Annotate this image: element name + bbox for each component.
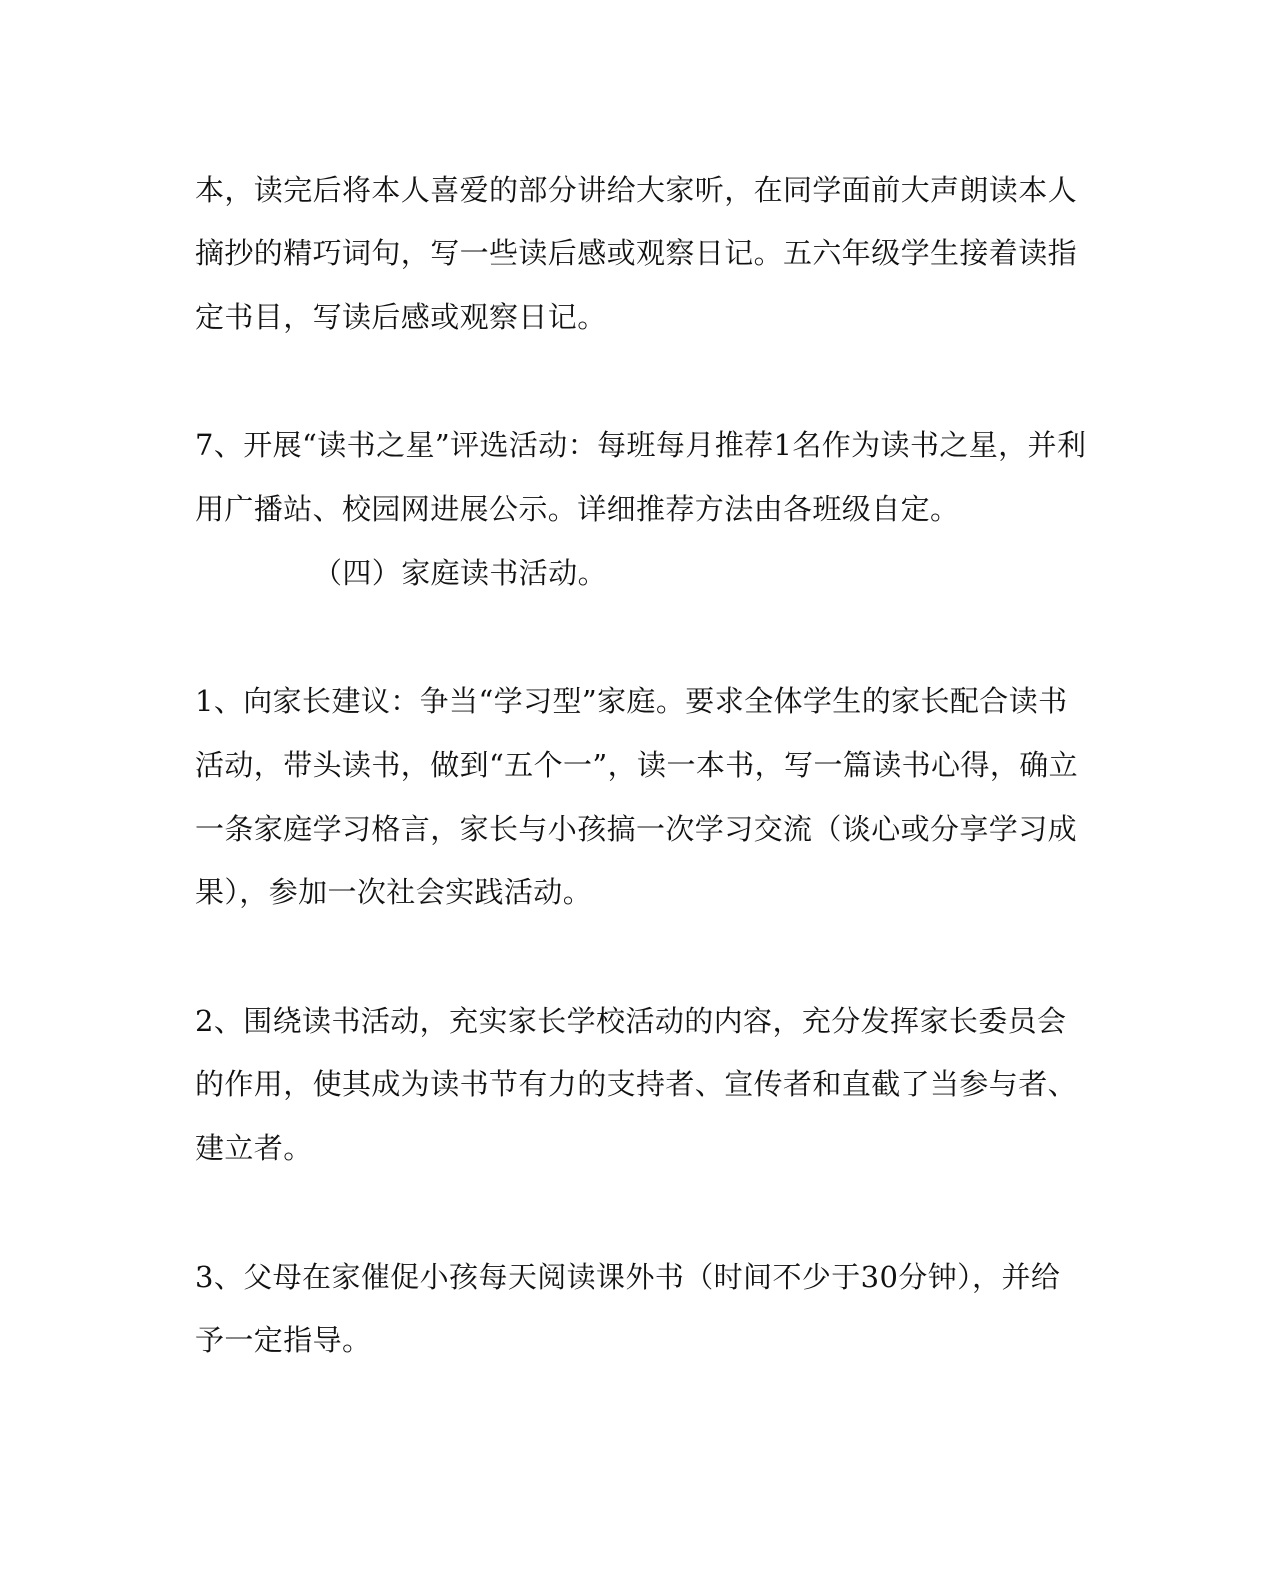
paragraph-line: 2、围绕读书活动，充实家长学校活动的内容，充分发挥家长委员会 [195, 1004, 1067, 1038]
paragraph-line: 一条家庭学习格言，家长与小孩搞一次学习交流（谈心或分享学习成 [195, 812, 1078, 846]
paragraph-line: 活动，带头读书，做到“五个一”，读一本书，写一篇读书心得，确立 [195, 748, 1079, 782]
paragraph-line: 摘抄的精巧词句，写一些读后感或观察日记。五六年级学生接着读指 [195, 236, 1078, 270]
paragraph-line: 建立者。 [195, 1131, 313, 1165]
section-heading: （四）家庭读书活动。 [313, 556, 608, 590]
paragraph-line: 本，读完后将本人喜爱的部分讲给大家听，在同学面前大声朗读本人 [195, 173, 1078, 207]
paragraph-line: 1、向家长建议：争当“学习型”家庭。要求全体学生的家长配合读书 [195, 684, 1068, 718]
paragraph-line: 7、开展“读书之星”评选活动：每班每月推荐1名作为读书之星，并利 [195, 428, 1087, 462]
paragraph-line: 3、父母在家催促小孩每天阅读课外书（时间不少于30分钟），并给 [195, 1260, 1061, 1294]
paragraph-line: 用广播站、校园网进展公示。详细推荐方法由各班级自定。 [195, 492, 960, 526]
paragraph-line: 定书目，写读后感或观察日记。 [195, 300, 607, 334]
paragraph-line: 予一定指导。 [195, 1323, 372, 1357]
paragraph-line: 的作用，使其成为读书节有力的支持者、宣传者和直截了当参与者、 [195, 1067, 1078, 1101]
paragraph-line: 果），参加一次社会实践活动。 [195, 875, 593, 909]
